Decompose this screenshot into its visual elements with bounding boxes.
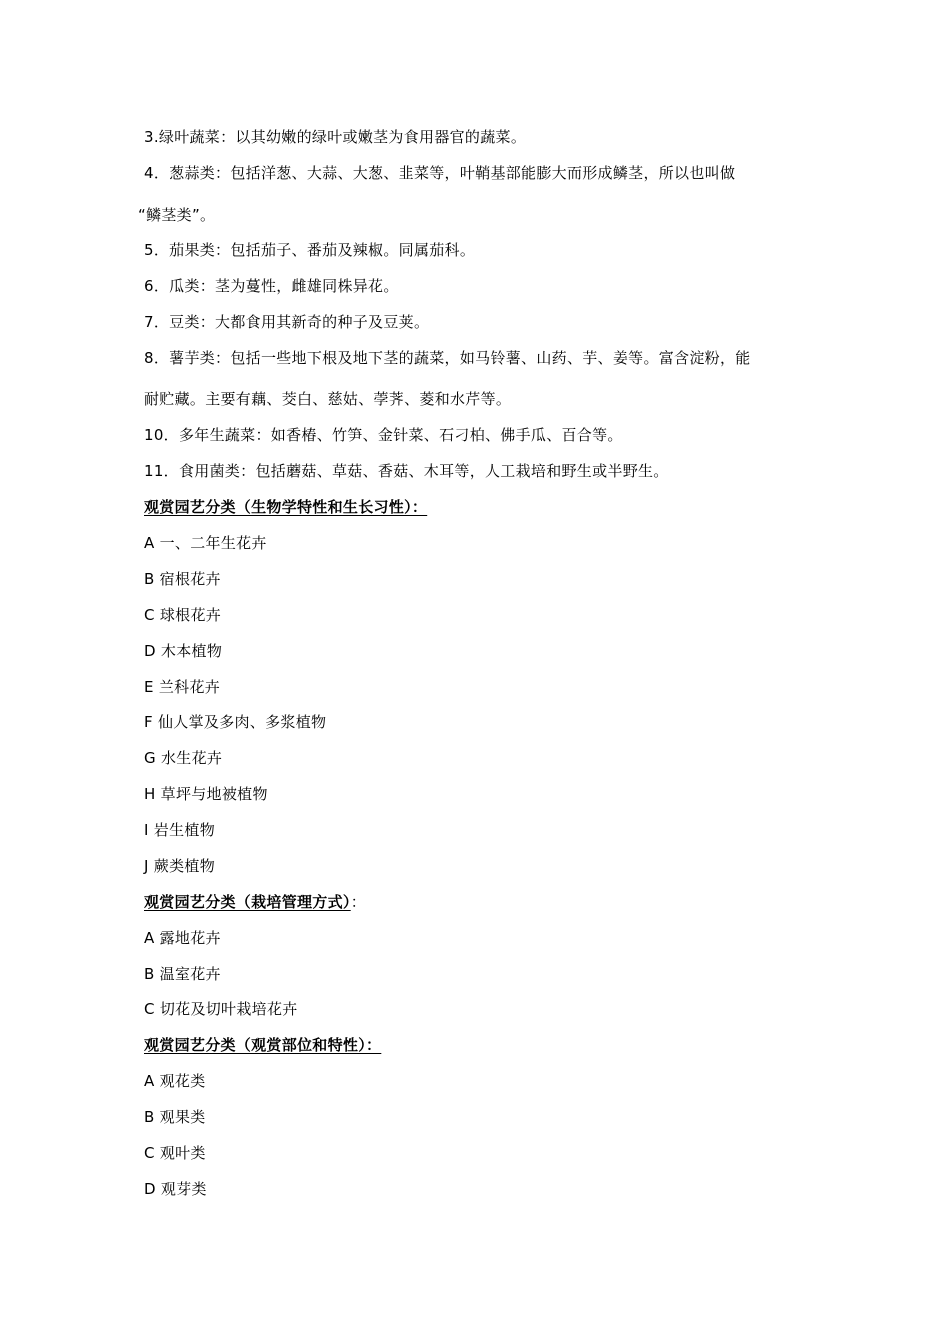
bio-item-i: I 岩生植物 xyxy=(144,821,215,839)
vegetable-item-4-continued: “鳞茎类”。 xyxy=(138,206,216,224)
cultivation-item-c: C 切花及切叶栽培花卉 xyxy=(144,1000,298,1018)
bio-item-f: F 仙人掌及多肉、多浆植物 xyxy=(144,713,327,731)
vegetable-item-8-continued: 耐贮藏。主要有藕、茭白、慈姑、荸荠、菱和水芹等。 xyxy=(144,390,512,408)
ornamental-item-c: C 观叶类 xyxy=(144,1144,206,1162)
bio-item-j: J 蕨类植物 xyxy=(144,857,215,875)
section-heading-cultivation-row xyxy=(144,892,366,912)
vegetable-item-4: 4．葱蒜类：包括洋葱、大蒜、大葱、韭菜等，叶鞘基部能膨大而形成鳞茎，所以也叫做 xyxy=(144,164,736,182)
bio-item-d: D 木本植物 xyxy=(144,642,223,660)
ornamental-item-d: D 观芽类 xyxy=(144,1180,207,1198)
section-heading-cultivation-colon: ： xyxy=(350,893,367,911)
cultivation-item-a: A 露地花卉 xyxy=(144,929,221,947)
section-heading-cultivation: 观赏园艺分类（栽培管理方式） xyxy=(144,893,351,911)
ornamental-item-a: A 观花类 xyxy=(144,1072,206,1090)
bio-item-a: A 一、二年生花卉 xyxy=(144,534,267,552)
bio-item-e: E 兰科花卉 xyxy=(144,678,221,696)
cultivation-item-b: B 温室花卉 xyxy=(144,965,221,983)
bio-item-g: G 水生花卉 xyxy=(144,749,223,767)
vegetable-item-10: 10．多年生蔬菜：如香椿、竹笋、金针菜、石刁柏、佛手瓜、百合等。 xyxy=(144,426,623,444)
vegetable-item-3: 3.绿叶蔬菜：以其幼嫩的绿叶或嫩茎为食用器官的蔬菜。 xyxy=(144,128,527,146)
ornamental-item-b: B 观果类 xyxy=(144,1108,206,1126)
section-heading-biology: 观赏园艺分类（生物学特性和生长习性）： xyxy=(144,498,428,516)
vegetable-item-11: 11．食用菌类：包括蘑菇、草菇、香菇、木耳等，人工栽培和野生或半野生。 xyxy=(144,462,669,480)
section-heading-ornamental: 观赏园艺分类（观赏部位和特性）： xyxy=(144,1036,382,1054)
vegetable-item-6: 6．瓜类：茎为蔓性，雌雄同株异花。 xyxy=(144,277,399,295)
bio-item-c: C 球根花卉 xyxy=(144,606,222,624)
bio-item-b: B 宿根花卉 xyxy=(144,570,221,588)
vegetable-item-5: 5．茄果类：包括茄子、番茄及辣椒。同属茄科。 xyxy=(144,241,476,259)
vegetable-item-7: 7．豆类：大都食用其新奇的种子及豆荚。 xyxy=(144,313,430,331)
vegetable-item-8: 8．薯芋类：包括一些地下根及地下茎的蔬菜，如马铃薯、山药、芋、姜等。富含淀粉，能 xyxy=(144,349,751,367)
bio-item-h: H 草坪与地被植物 xyxy=(144,785,268,803)
